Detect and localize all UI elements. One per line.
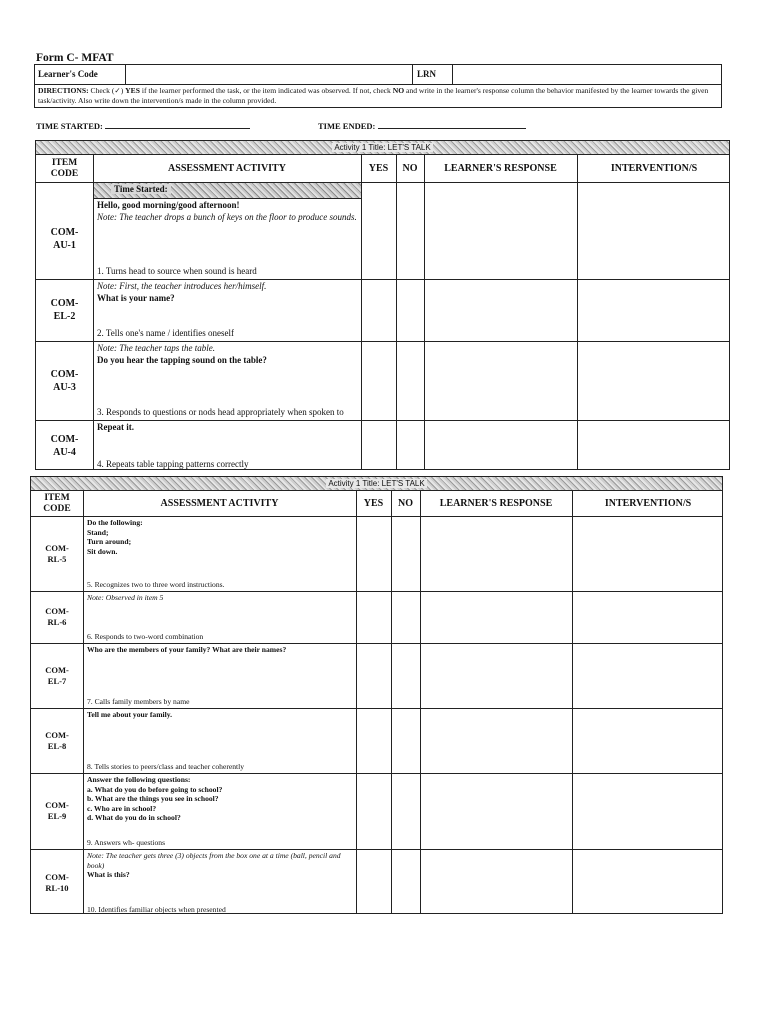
item-code-text: COM- EL-2 [50,298,79,322]
activity-prompt [97,343,357,366]
activity-question: c. Who are in school? [87,803,157,813]
competency-text: 10. Identifies familiar objects when presented [87,904,226,914]
no-cell[interactable] [397,421,423,471]
assessment-table-1 [35,140,730,470]
learners-response-cell[interactable] [421,517,571,590]
activity-competency [87,697,352,707]
assessment-activity-cell [97,422,357,470]
yes-cell[interactable] [357,709,390,772]
item-code [31,516,83,591]
activity-prompt [87,593,352,603]
activity-question: Answer the following questions: [87,775,191,784]
no-cell[interactable] [392,644,419,707]
item-code-text: COM- EL-7 [45,664,69,686]
time-started: TIME STARTED: [36,120,250,131]
activity-question: What is your name? [97,292,175,303]
col-header-item-code: ITEM CODE [50,157,79,179]
item-code [31,591,83,643]
col-header-item-code: ITEM CODE [43,492,71,514]
yes-cell[interactable] [357,774,390,848]
yes-cell[interactable] [362,199,395,278]
activity-prompt [87,775,352,823]
learners-response-cell[interactable] [421,774,571,848]
competency-text: 7. Calls family members by name [87,696,190,706]
learners-code-label: Learner's Code [34,64,126,84]
learners-code-field[interactable] [126,64,413,84]
learners-response-cell[interactable] [421,850,571,915]
learners-response-cell[interactable] [421,709,571,772]
activity-competency [97,407,357,419]
activity-question: Sit down. [87,546,118,556]
activity-competency [87,838,352,848]
row-divider [93,198,361,199]
item-code-text: COM- RL-6 [45,606,69,627]
assessment-activity-cell [87,710,352,771]
item-code [31,643,83,708]
assessment-activity-cell [97,343,357,418]
assessment-activity-cell [87,518,352,589]
activity-competency [87,632,352,642]
column-divider [577,155,578,469]
col-header-interventions: INTERVENTION/S [604,498,692,509]
item-code [31,773,83,849]
activity-prompt [87,710,352,720]
time-ended-field[interactable] [378,120,526,129]
learners-response-cell[interactable] [425,421,576,471]
activity-competency [87,905,352,915]
competency-text: 3. Responds to questions or nods head appropriately when spoken to [97,406,344,417]
item-code [36,341,93,420]
assessment-activity-cell [87,851,352,914]
activity-prompt [97,200,357,223]
item-code-text: COM- AU-4 [50,434,79,458]
activity-question: b. What are the things you see in school? [87,794,219,803]
lrn-label: LRN [413,64,453,84]
activity-question: Do you hear the tapping sound on the table? [97,354,267,365]
activity-question: What is this? [87,870,130,879]
learners-response-cell[interactable] [421,644,571,707]
competency-text: 2. Tells one's name / identifies oneself [97,327,235,338]
yes-cell[interactable] [357,517,390,590]
competency-text: 1. Turns head to source when sound is heard [97,265,257,276]
competency-text: 9. Answers wh- questions [87,837,166,847]
item-code [36,279,93,341]
activity-question: Turn around; [87,537,132,546]
activity-question: a. What do you do before going to school? [87,784,223,794]
yes-cell[interactable] [357,644,390,707]
assessment-table-2 [30,476,723,914]
learners-response-cell[interactable] [421,592,571,642]
activity-note: Note: The teacher gets three (3) objects from the box one at a time (ball, pencil and book) [87,851,341,870]
activity-question: d. What do you do in school? [87,813,181,822]
competency-text: 4. Repeats table tapping patterns correctly [97,458,249,469]
col-header-assessment-activity: ASSESSMENT ACTIVITY [160,498,279,509]
no-cell[interactable] [392,709,419,772]
col-header-interventions: INTERVENTION/S [610,163,698,174]
time-started-row-label: Time Started: [111,184,171,194]
activity-note: Note: First, the teacher introduces her/himself. [97,281,267,291]
activity-prompt [87,851,352,880]
col-header-learners-response: LEARNER'S RESPONSE [439,498,553,509]
column-divider [93,155,94,469]
no-cell[interactable] [397,280,423,340]
activity-competency [87,580,352,590]
lrn-field[interactable] [453,64,722,84]
item-code [31,708,83,773]
assessment-activity-cell [97,281,357,339]
no-cell[interactable] [397,342,423,419]
learners-response-cell[interactable] [425,280,576,340]
item-code-text: COM- AU-3 [50,368,79,393]
col-header-assessment-activity: ASSESSMENT ACTIVITY [168,163,286,174]
col-header-no: NO [402,163,418,174]
activity-question: Stand; [87,527,109,537]
activity-competency [97,459,357,471]
activity-note: Note: The teacher drops a bunch of keys on the floor to produce sounds. [97,211,357,222]
item-code [31,849,83,916]
yes-cell[interactable] [362,421,395,471]
col-header-yes: YES [368,163,389,174]
item-code-text: COM- RL-10 [45,871,69,893]
item-code [36,198,93,279]
yes-cell[interactable] [357,850,390,915]
col-header-learners-response: LEARNER'S RESPONSE [444,163,557,174]
item-code-text: COM- EL-8 [45,729,69,751]
col-header-yes: YES [363,498,384,509]
activity-note: Note: The teacher taps the table. [97,343,215,353]
no-cell[interactable] [392,774,419,848]
no-cell[interactable] [392,850,419,915]
activity-title-band: Activity 1 Title: LET'S TALK [31,477,722,491]
time-started-field[interactable] [105,120,250,129]
col-header-no: NO [398,498,413,509]
activity-competency [87,762,352,772]
item-code-text: COM- AU-1 [50,226,79,251]
form-title: Form C- MFAT [36,52,114,64]
activity-prompt [97,281,357,304]
competency-text: 5. Recognizes two to three word instructions. [87,579,225,589]
yes-cell[interactable] [357,592,390,642]
competency-text: 6. Responds to two-word combination [87,631,204,641]
assessment-activity-cell [87,645,352,706]
item-code [36,420,93,472]
activity-title-band: Activity 1 Title: LET'S TALK [36,141,729,155]
no-cell[interactable] [392,592,419,642]
learners-response-cell[interactable] [425,342,576,419]
activity-question: Do the following: [87,518,143,527]
activity-question: Who are the members of your family? What are their names? [87,645,287,654]
competency-text: 8. Tells stories to peers/class and teacher coherently [87,761,245,771]
header-divider [34,84,722,85]
activity-competency [97,328,357,340]
activity-question: Hello, good morning/good afternoon! [97,200,240,210]
activity-competency [97,266,357,278]
activity-prompt [87,645,352,655]
activity-question: Tell me about your family. [87,710,173,719]
activity-question: Repeat it. [97,422,134,432]
item-code-text: COM- RL-5 [45,542,69,564]
assessment-activity-cell [97,200,357,277]
no-cell[interactable] [397,199,423,278]
assessment-activity-cell [87,593,352,641]
learners-response-cell[interactable] [425,199,576,278]
activity-prompt [87,518,352,556]
time-ended: TIME ENDED: [318,120,526,131]
directions-text: DIRECTIONS: Check (✓) YES if the learner performed the task, or the item indicated was observed. If not, check NO and write in the learner's response column the behavior manifested by the learner towards the given task/activity. Also write down the intervention/s made in the column provided. [38,86,709,105]
item-code-text: COM- EL-9 [45,800,69,821]
yes-cell[interactable] [362,280,395,340]
activity-prompt [97,422,357,434]
activity-note: Note: Observed in item 5 [87,593,164,602]
yes-cell[interactable] [362,342,395,419]
assessment-activity-cell [87,775,352,847]
no-cell[interactable] [392,517,419,590]
